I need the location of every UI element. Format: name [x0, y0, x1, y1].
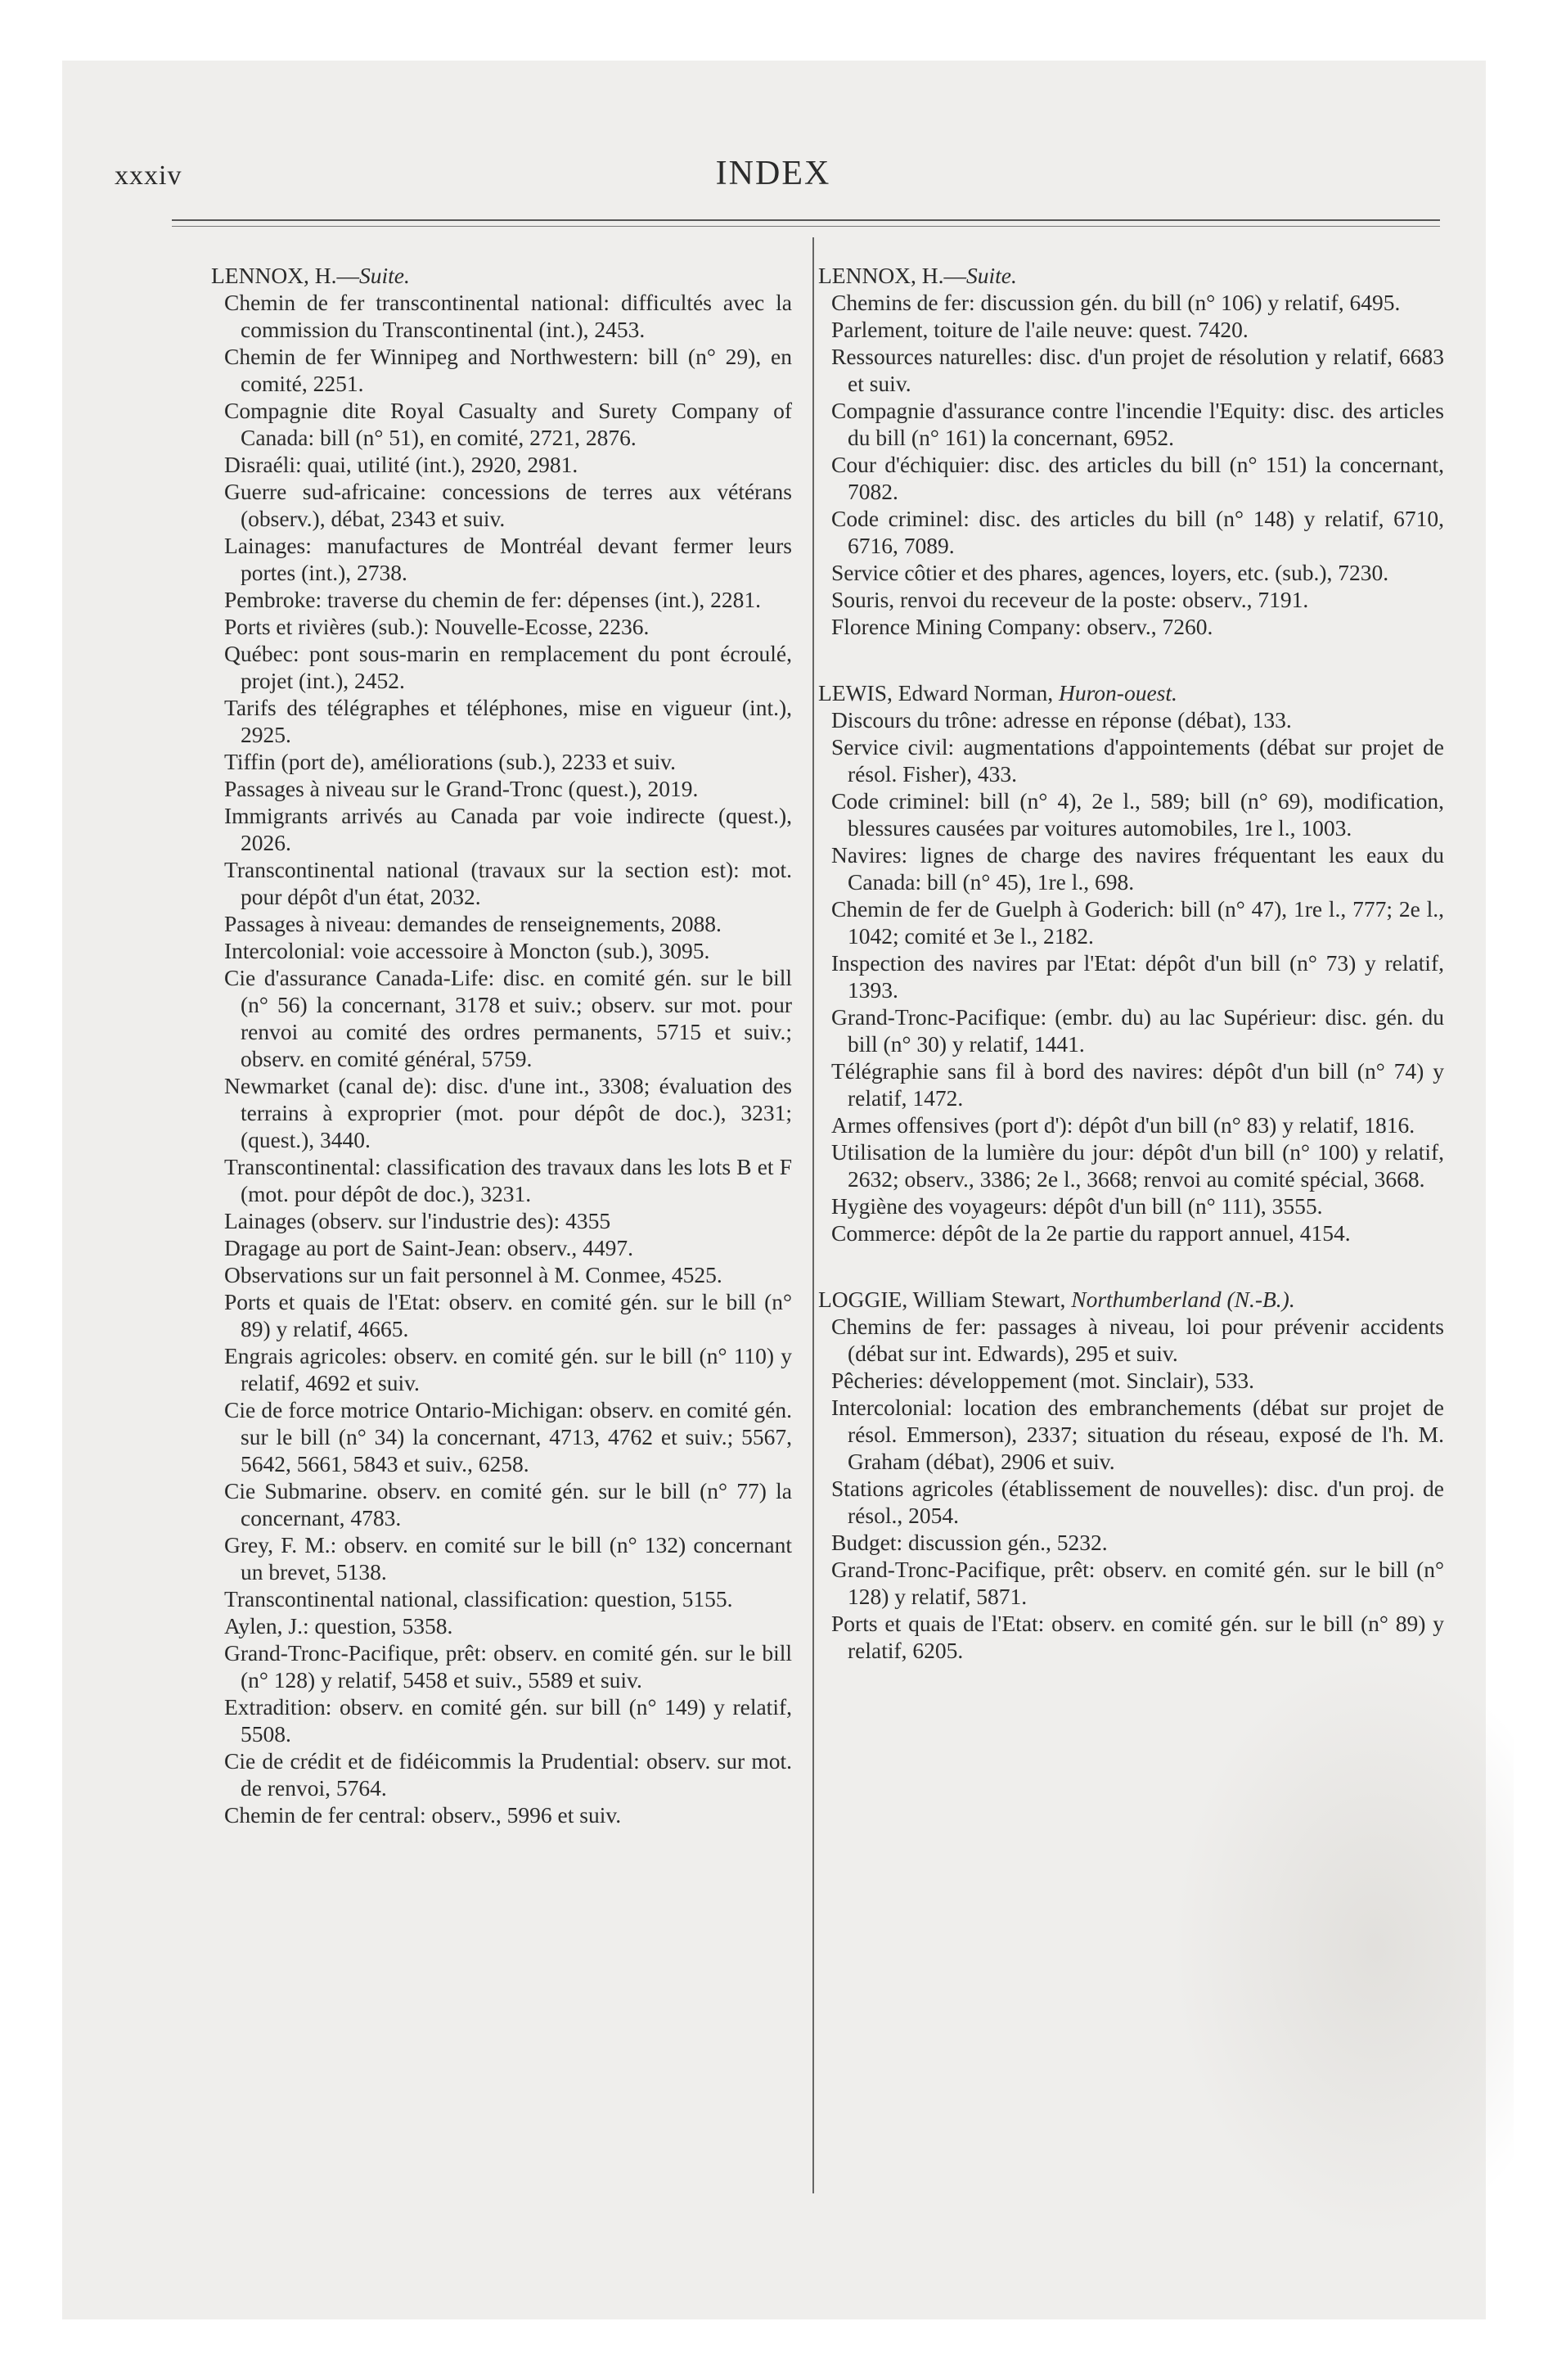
index-entry: Chemins de fer: passages à niveau, loi pour prévenir accidents (débat sur int. Edwards), 295 et suiv. [831, 1314, 1444, 1366]
index-entry: Budget: discussion gén., 5232. [831, 1530, 1108, 1555]
index-entry: Disraéli: quai, utilité (int.), 2920, 2981. [224, 452, 578, 477]
index-entry: Inspection des navires par l'Etat: dépôt d'un bill (n° 73) y relatif, 1393. [831, 950, 1444, 1003]
index-entry: Transcontinental: classification des travaux dans les lots B et F (mot. pour dépôt de doc.), 3231. [224, 1154, 792, 1206]
index-entry: Intercolonial: location des embranchements (débat sur projet de résol. Emmerson), 2337; situation du réseau, exposé de l'h. M. Graham (débat), 2906 et suiv. [831, 1395, 1444, 1474]
entry-list [818, 706, 1444, 1246]
member-name: LOGGIE, William Stewart, [818, 1287, 1066, 1312]
index-entry: Ports et quais de l'Etat: observ. en comité gén. sur le bill (n° 89) y relatif, 6205. [831, 1611, 1444, 1663]
index-entry: Tiffin (port de), améliorations (sub.), 2233 et suiv. [224, 749, 676, 774]
index-entry: Chemin de fer Winnipeg and Northwestern: bill (n° 29), en comité, 2251. [224, 344, 792, 396]
index-entry: Chemin de fer central: observ., 5996 et suiv. [224, 1802, 622, 1828]
index-entry: Pembroke: traverse du chemin de fer: dépenses (int.), 2281. [224, 587, 761, 612]
index-entry: Cie Submarine. observ. en comité gén. sur le bill (n° 77) la concernant, 4783. [224, 1478, 792, 1530]
member-qualifier: Huron-ouest. [1059, 680, 1177, 705]
index-heading [818, 1286, 1444, 1313]
index-entry: Stations agricoles (établissement de nouvelles): disc. d'un proj. de résol., 2054. [831, 1476, 1444, 1528]
page-title: INDEX [715, 155, 831, 192]
index-entry: Grand-Tronc-Pacifique: (embr. du) au lac Supérieur: disc. gén. du bill (n° 30) y relatif, 1441. [831, 1004, 1444, 1057]
index-section [818, 679, 1444, 1246]
index-entry: Observations sur un fait personnel à M. Conmee, 4525. [224, 1262, 722, 1287]
index-entry: Lainages (observ. sur l'industrie des): 4355 [224, 1208, 611, 1233]
index-entry: Chemin de fer de Guelph à Goderich: bill (n° 47), 1re l., 777; 2e l., 1042; comité et 3e l., 2182. [831, 896, 1444, 949]
header-rule [172, 219, 1440, 221]
member-qualifier: Suite. [359, 263, 410, 288]
index-entry: Passages à niveau sur le Grand-Tronc (quest.), 2019. [224, 776, 699, 801]
index-entry: Commerce: dépôt de la 2e partie du rapport annuel, 4154. [831, 1220, 1351, 1246]
index-entry: Ressources naturelles: disc. d'un projet de résolution y relatif, 6683 et suiv. [831, 344, 1444, 396]
index-entry: Ports et quais de l'Etat: observ. en comité gén. sur le bill (n° 89) y relatif, 4665. [224, 1289, 792, 1341]
index-entry: Code criminel: disc. des articles du bill (n° 148) y relatif, 6710, 6716, 7089. [831, 506, 1444, 558]
index-entry: Engrais agricoles: observ. en comité gén. sur le bill (n° 110) y relatif, 4692 et suiv. [224, 1343, 792, 1395]
member-name: LENNOX, H. [211, 263, 337, 288]
index-entry: Souris, renvoi du receveur de la poste: observ., 7191. [831, 587, 1309, 612]
index-heading: LENNOX, H.—Suite. [211, 263, 410, 288]
member-name: LEWIS, Edward Norman, [818, 680, 1054, 705]
index-entry: Service civil: augmentations d'appointements (débat sur projet de résol. Fisher), 433. [831, 734, 1444, 787]
index-entry: Guerre sud-africaine: concessions de terres aux vétérans (observ.), débat, 2343 et suiv. [224, 479, 792, 531]
index-entry: Hygiène des voyageurs: dépôt d'un bill (n° 111), 3555. [831, 1193, 1323, 1219]
page-number: xxxiv [115, 160, 182, 191]
index-entry: Chemins de fer: discussion gén. du bill (n° 106) y relatif, 6495. [831, 290, 1401, 315]
index-entry: Florence Mining Company: observ., 7260. [831, 614, 1213, 639]
index-entry: Transcontinental national (travaux sur la section est): mot. pour dépôt d'un état, 2032. [224, 857, 792, 909]
index-entry: Dragage au port de Saint-Jean: observ., 4497. [224, 1235, 633, 1260]
index-entry: Tarifs des télégraphes et téléphones, mise en vigueur (int.), 2925. [224, 695, 792, 747]
index-entry: Grand-Tronc-Pacifique, prêt: observ. en comité gén. sur le bill (n° 128) y relatif, 5458 et suiv., 5589 et suiv. [224, 1640, 792, 1693]
index-section [818, 262, 1444, 640]
index-entry: Grand-Tronc-Pacifique, prêt: observ. en comité gén. sur le bill (n° 128) y relatif, 5871. [831, 1557, 1444, 1609]
index-section [818, 1286, 1444, 1664]
index-entry: Passages à niveau: demandes de renseignements, 2088. [224, 911, 722, 936]
index-section [211, 262, 792, 1828]
index-entry: Immigrants arrivés au Canada par voie indirecte (quest.), 2026. [224, 803, 792, 855]
index-entry: Télégraphie sans fil à bord des navires: dépôt d'un bill (n° 74) y relatif, 1472. [831, 1058, 1444, 1111]
member-qualifier: Northumberland (N.-B.). [1071, 1287, 1295, 1312]
index-entry: Aylen, J.: question, 5358. [224, 1613, 453, 1639]
index-entry: Newmarket (canal de): disc. d'une int., 3308; évaluation des terrains à exproprier (mot. pour dépôt de doc.), 3231; (quest.), 3440. [224, 1073, 792, 1152]
member-name: LENNOX, H. [818, 263, 944, 288]
right-column [818, 262, 1444, 1703]
index-entry: Service côtier et des phares, agences, loyers, etc. (sub.), 7230. [831, 560, 1389, 585]
index-entry: Transcontinental national, classification: question, 5155. [224, 1586, 733, 1611]
index-entry: Utilisation de la lumière du jour: dépôt d'un bill (n° 100) y relatif, 2632; observ., 3386; 2e l., 3668; renvoi au comité spécial, 3668. [831, 1139, 1444, 1192]
index-entry: Extradition: observ. en comité gén. sur bill (n° 149) y relatif, 5508. [224, 1694, 792, 1747]
index-entry: Intercolonial: voie accessoire à Moncton (sub.), 3095. [224, 938, 710, 963]
header-rule-thin [172, 226, 1440, 227]
column-divider [812, 237, 814, 2193]
index-entry: Compagnie d'assurance contre l'incendie l'Equity: disc. des articles du bill (n° 161) la concernant, 6952. [831, 398, 1444, 450]
index-heading [818, 679, 1444, 706]
index-entry: Cie d'assurance Canada-Life: disc. en comité gén. sur le bill (n° 56) la concernant, 3178 et suiv.; observ. sur mot. pour renvoi au comité des ordres permanents, 5715 et suiv.; observ. en comité général, 5759. [224, 965, 792, 1071]
entry-list [211, 289, 792, 1828]
index-entry: Navires: lignes de charge des navires fréquentant les eaux du Canada: bill (n° 45), 1re l., 698. [831, 842, 1444, 895]
index-entry: Grey, F. M.: observ. en comité sur le bill (n° 132) concernant un brevet, 5138. [224, 1532, 792, 1584]
index-entry: Armes offensives (port d'): dépôt d'un bill (n° 83) y relatif, 1816. [831, 1112, 1415, 1138]
index-entry: Chemin de fer transcontinental national: difficultés avec la commission du Transcontinental (int.), 2453. [224, 290, 792, 342]
entry-list [818, 1313, 1444, 1664]
index-entry: Lainages: manufactures de Montréal devant fermer leurs portes (int.), 2738. [224, 533, 792, 585]
entry-list [818, 289, 1444, 640]
member-qualifier: Suite. [966, 263, 1017, 288]
index-entry: Pêcheries: développement (mot. Sinclair), 533. [831, 1368, 1255, 1393]
index-entry: Cour d'échiquier: disc. des articles du bill (n° 151) la concernant, 7082. [831, 452, 1444, 504]
index-entry: Québec: pont sous-marin en remplacement du pont écroulé, projet (int.), 2452. [224, 641, 792, 693]
index-entry: Code criminel: bill (n° 4), 2e l., 589; bill (n° 69), modification, blessures causées par voitures automobiles, 1re l., 1003. [831, 788, 1444, 841]
index-entry: Ports et rivières (sub.): Nouvelle-Ecosse, 2236. [224, 614, 650, 639]
index-entry: Discours du trône: adresse en réponse (débat), 133. [831, 707, 1292, 732]
index-entry: Compagnie dite Royal Casualty and Surety Company of Canada: bill (n° 51), en comité, 2721, 2876. [224, 398, 792, 450]
index-entry: Cie de crédit et de fidéicommis la Prudential: observ. sur mot. de renvoi, 5764. [224, 1748, 792, 1801]
page-header [106, 155, 1440, 196]
index-heading: LENNOX, H.—Suite. [818, 263, 1017, 288]
index-entry: Cie de force motrice Ontario-Michigan: observ. en comité gén. sur le bill (n° 34) la concernant, 4713, 4762 et suiv.; 5567, 5642, 5661, 5843 et suiv., 6258. [224, 1397, 792, 1476]
left-column [211, 262, 792, 1868]
index-entry: Parlement, toiture de l'aile neuve: quest. 7420. [831, 317, 1249, 342]
